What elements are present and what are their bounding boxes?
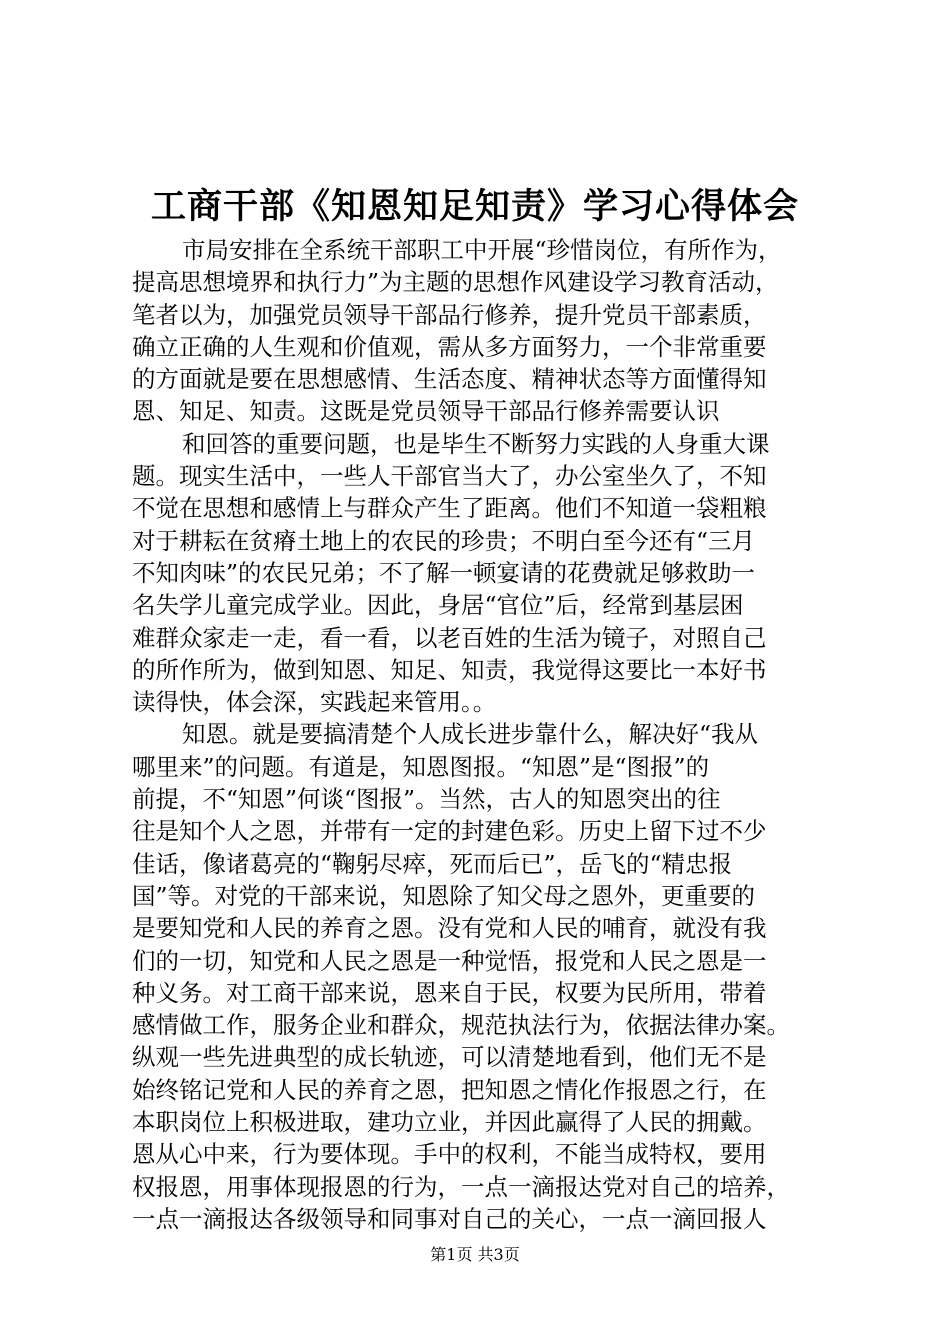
text-line: 纵观一些先进典型的成长轨迹，可以清楚地看到，他们无不是 — [132, 1043, 767, 1072]
text-line: 前提，不“知恩”何谈“图报”。当然，古人的知恩突出的往 — [132, 785, 721, 814]
text-line: 题。现实生活中，一些人干部官当大了，办公室坐久了，不知 — [132, 462, 767, 491]
text-line: 对于耕耘在贫瘠土地上的农民的珍贵；不明白至今还有“三月 — [132, 526, 756, 555]
text-line: 哪里来”的问题。有道是，知恩图报。“知恩”是“图报”的 — [132, 752, 710, 781]
text-line: 们的一切，知党和人民之恩是一种觉悟，报党和人民之恩是一 — [132, 946, 767, 975]
text-line: 的所作所为，做到知恩、知足、知责，我觉得这要比一本好书 — [132, 655, 767, 684]
text-line: 读得快，体会深，实践起来管用。。 — [132, 688, 497, 717]
text-line: 不知肉味”的农民兄弟；不了解一顿宴请的花费就足够救助一 — [132, 558, 756, 587]
text-line: 的方面就是要在思想感情、生活态度、精神状态等方面懂得知 — [132, 365, 767, 394]
text-line: 不觉在思想和感情上与群众产生了距离。他们不知道一袋粗粮 — [132, 494, 767, 523]
text-line: 权报恩，用事体现报恩的行为，一点一滴报达党对自己的培养， — [132, 1172, 790, 1201]
text-line: 难群众家走一走，看一看，以老百姓的生活为镜子，对照自己 — [132, 623, 767, 652]
text-line: 恩从心中来，行为要体现。手中的权利，不能当成特权，要用 — [132, 1140, 767, 1169]
paragraph-2 — [132, 428, 832, 719]
text-line: 笔者以为，加强党员领导干部品行修养，提升党员干部素质， — [132, 300, 767, 329]
text-line: 提高思想境界和执行力”为主题的思想作风建设学习教育活动， — [132, 268, 779, 297]
paragraph-3 — [132, 718, 832, 1235]
text-line: 恩、知足、知责。这既是党员领导干部品行修养需要认识 — [132, 397, 720, 426]
text-line: 是要知党和人民的养育之恩。没有党和人民的哺育，就没有我 — [132, 914, 767, 943]
text-line: 本职岗位上积极进取，建功立业，并因此赢得了人民的拥戴。 — [132, 1108, 767, 1137]
text-line: 种义务。对工商干部来说，恩来自于民，权要为民所用，带着 — [132, 978, 767, 1007]
text-line: 国”等。对党的干部来说，知恩除了知父母之恩外，更重要的 — [132, 881, 756, 910]
text-line: 感情做工作，服务企业和群众，规范执法行为，依据法律办案。 — [132, 1011, 790, 1040]
text-line: 往是知个人之恩，并带有一定的封建色彩。历史上留下过不少 — [132, 817, 767, 846]
text-line: 知恩。就是要搞清楚个人成长进步靠什么，解决好“我从 — [182, 720, 759, 749]
text-line: 和回答的重要问题，也是毕生不断努力实践的人身重大课 — [182, 429, 770, 458]
document-body — [132, 234, 832, 1235]
paragraph-1 — [132, 234, 832, 428]
document-title: 工商干部《知恩知足知责》学习心得体会 — [150, 186, 799, 227]
text-line: 名失学儿童完成学业。因此，身居“官位”后，经常到基层困 — [132, 591, 744, 620]
page-footer: 第1页 共3页 — [430, 1245, 520, 1264]
text-line: 市局安排在全系统干部职工中开展“珍惜岗位，有所作为， — [182, 236, 782, 264]
text-line: 佳话，像诸葛亮的“鞠躬尽瘁，死而后已”，岳飞的“精忠报 — [132, 849, 733, 878]
text-line: 一点一滴报达各级领导和同事对自己的关心，一点一滴回报人 — [132, 1204, 767, 1233]
text-line: 确立正确的人生观和价值观，需从多方面努力，一个非常重要 — [132, 332, 767, 361]
text-line: 始终铭记党和人民的养育之恩，把知恩之情化作报恩之行，在 — [132, 1075, 767, 1104]
